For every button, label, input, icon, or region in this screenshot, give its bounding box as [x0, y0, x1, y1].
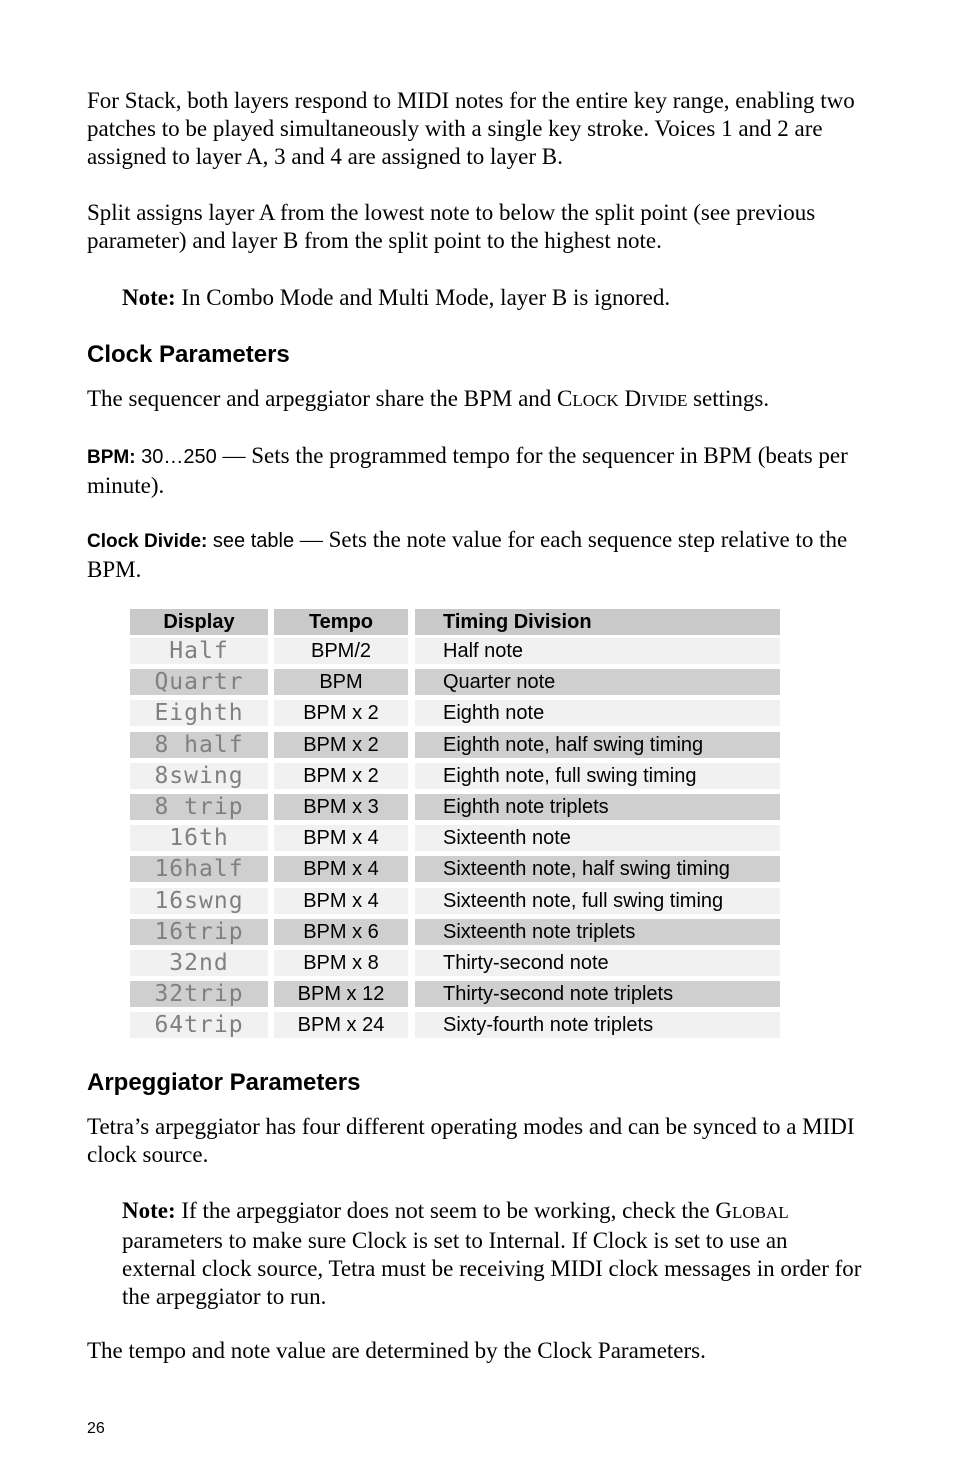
- tempo-cell: BPM x 2: [274, 732, 408, 758]
- arp-note-label: Note:: [122, 1198, 176, 1223]
- timing-division-cell: Eighth note, full swing timing: [415, 763, 780, 789]
- tempo-cell: BPM x 4: [274, 825, 408, 851]
- table-row: [128, 763, 782, 789]
- clock-intro-smallcaps-2: IVIDE: [641, 391, 688, 410]
- header-timing-division: Timing Division: [415, 609, 780, 635]
- clock-divide-range: see table: [207, 530, 295, 552]
- table-row: [128, 794, 782, 820]
- stack-paragraph: For Stack, both layers respond to MIDI notes for the entire key range, enabling two patches to be played simultaneously with a single key stroke. Voices 1 and 2 are assigned to layer A, 3 and 4 are assigned to layer B.: [87, 88, 855, 169]
- arp-note-text: If the arpeggiator does not seem to be working, check the G: [175, 1198, 732, 1223]
- arp-note-text-2: parameters to make sure Clock is set to Internal. If Clock is set to use an external clock source, Tetra must be receiving MIDI clock messages in order for the arpeggiator to run.: [122, 1228, 862, 1309]
- clock-intro-text-2: D: [618, 386, 642, 411]
- table-row: [128, 825, 782, 851]
- tempo-cell: BPM: [274, 669, 408, 695]
- timing-division-cell: Sixteenth note triplets: [415, 919, 780, 945]
- timing-division-cell: Sixteenth note: [415, 825, 780, 851]
- split-paragraph: Split assigns layer A from the lowest note to below the split point (see previous parameter) and layer B from the split point to the highest note.: [87, 200, 816, 253]
- arp-intro: Tetra’s arpeggiator has four different operating modes and can be synced to a MIDI clock source.: [87, 1114, 855, 1167]
- display-cell: Half: [130, 638, 268, 664]
- bpm-range: 30…250: [135, 446, 217, 468]
- display-cell: Quartr: [130, 669, 268, 695]
- tempo-cell: BPM x 2: [274, 700, 408, 726]
- bpm-description: — Sets the programmed tempo for the sequencer in BPM (beats per minute).: [87, 443, 848, 498]
- clock-divide-parameter: [87, 526, 877, 584]
- tempo-cell: BPM x 12: [274, 981, 408, 1007]
- table-row: [128, 1012, 782, 1038]
- table-row: [128, 700, 782, 726]
- display-cell: 16half: [130, 856, 268, 882]
- timing-division-cell: Quarter note: [415, 669, 780, 695]
- display-cell: 16swng: [130, 888, 268, 914]
- layer-note: [122, 284, 862, 312]
- tempo-cell: BPM x 6: [274, 919, 408, 945]
- clock-intro-smallcaps: LOCK: [572, 391, 619, 410]
- tempo-cell: BPM x 4: [274, 888, 408, 914]
- header-display: Display: [130, 609, 268, 635]
- arp-note: [122, 1197, 862, 1311]
- arpeggiator-parameters-heading: Arpeggiator Parameters: [87, 1069, 361, 1096]
- bpm-label: BPM:: [87, 447, 136, 468]
- tempo-sentence: The tempo and note value are determined by the Clock Parameters.: [87, 1338, 706, 1363]
- timing-division-cell: Thirty-second note triplets: [415, 981, 780, 1007]
- page-number: 26: [87, 1420, 105, 1437]
- table-row: [128, 888, 782, 914]
- clock-intro-text-3: settings.: [687, 386, 770, 411]
- tempo-cell: BPM x 2: [274, 763, 408, 789]
- display-cell: Eighth: [130, 700, 268, 726]
- tempo-cell: BPM x 4: [274, 856, 408, 882]
- table-row: [128, 732, 782, 758]
- table-row: [128, 856, 782, 882]
- tempo-cell: BPM x 24: [274, 1012, 408, 1038]
- timing-division-cell: Eighth note: [415, 700, 780, 726]
- timing-division-cell: Eighth note triplets: [415, 794, 780, 820]
- bpm-parameter: [87, 442, 877, 500]
- display-cell: 8swing: [130, 763, 268, 789]
- display-cell: 16trip: [130, 919, 268, 945]
- display-cell: 8 trip: [130, 794, 268, 820]
- timing-division-cell: Sixty-fourth note triplets: [415, 1012, 780, 1038]
- table-row: [128, 950, 782, 976]
- timing-division-cell: Half note: [415, 638, 780, 664]
- clock-parameters-heading: Clock Parameters: [87, 341, 290, 368]
- header-tempo: Tempo: [274, 609, 408, 635]
- note-label: Note:: [122, 285, 176, 310]
- display-cell: 32trip: [130, 981, 268, 1007]
- display-cell: 64trip: [130, 1012, 268, 1038]
- display-cell: 8 half: [130, 732, 268, 758]
- clock-divide-label: Clock Divide:: [87, 531, 208, 552]
- tempo-cell: BPM/2: [274, 638, 408, 664]
- note-text: In Combo Mode and Multi Mode, layer B is ignored.: [175, 285, 671, 310]
- clock-intro: [87, 385, 877, 415]
- timing-division-cell: Sixteenth note, half swing timing: [415, 856, 780, 882]
- timing-division-cell: Sixteenth note, full swing timing: [415, 888, 780, 914]
- table-row: [128, 919, 782, 945]
- table-row: [128, 669, 782, 695]
- tempo-cell: BPM x 3: [274, 794, 408, 820]
- display-cell: 32nd: [130, 950, 268, 976]
- timing-division-cell: Eighth note, half swing timing: [415, 732, 780, 758]
- clock-divide-description: — Sets the note value for each sequence step relative to the BPM.: [87, 527, 848, 582]
- timing-division-cell: Thirty-second note: [415, 950, 780, 976]
- arp-note-smallcaps: LOBAL: [731, 1203, 789, 1222]
- clock-intro-text: The sequencer and arpeggiator share the BPM and C: [87, 386, 573, 411]
- table-header-row: [128, 609, 782, 635]
- tempo-cell: BPM x 8: [274, 950, 408, 976]
- display-cell: 16th: [130, 825, 268, 851]
- table-row: [128, 638, 782, 664]
- table-row: [128, 981, 782, 1007]
